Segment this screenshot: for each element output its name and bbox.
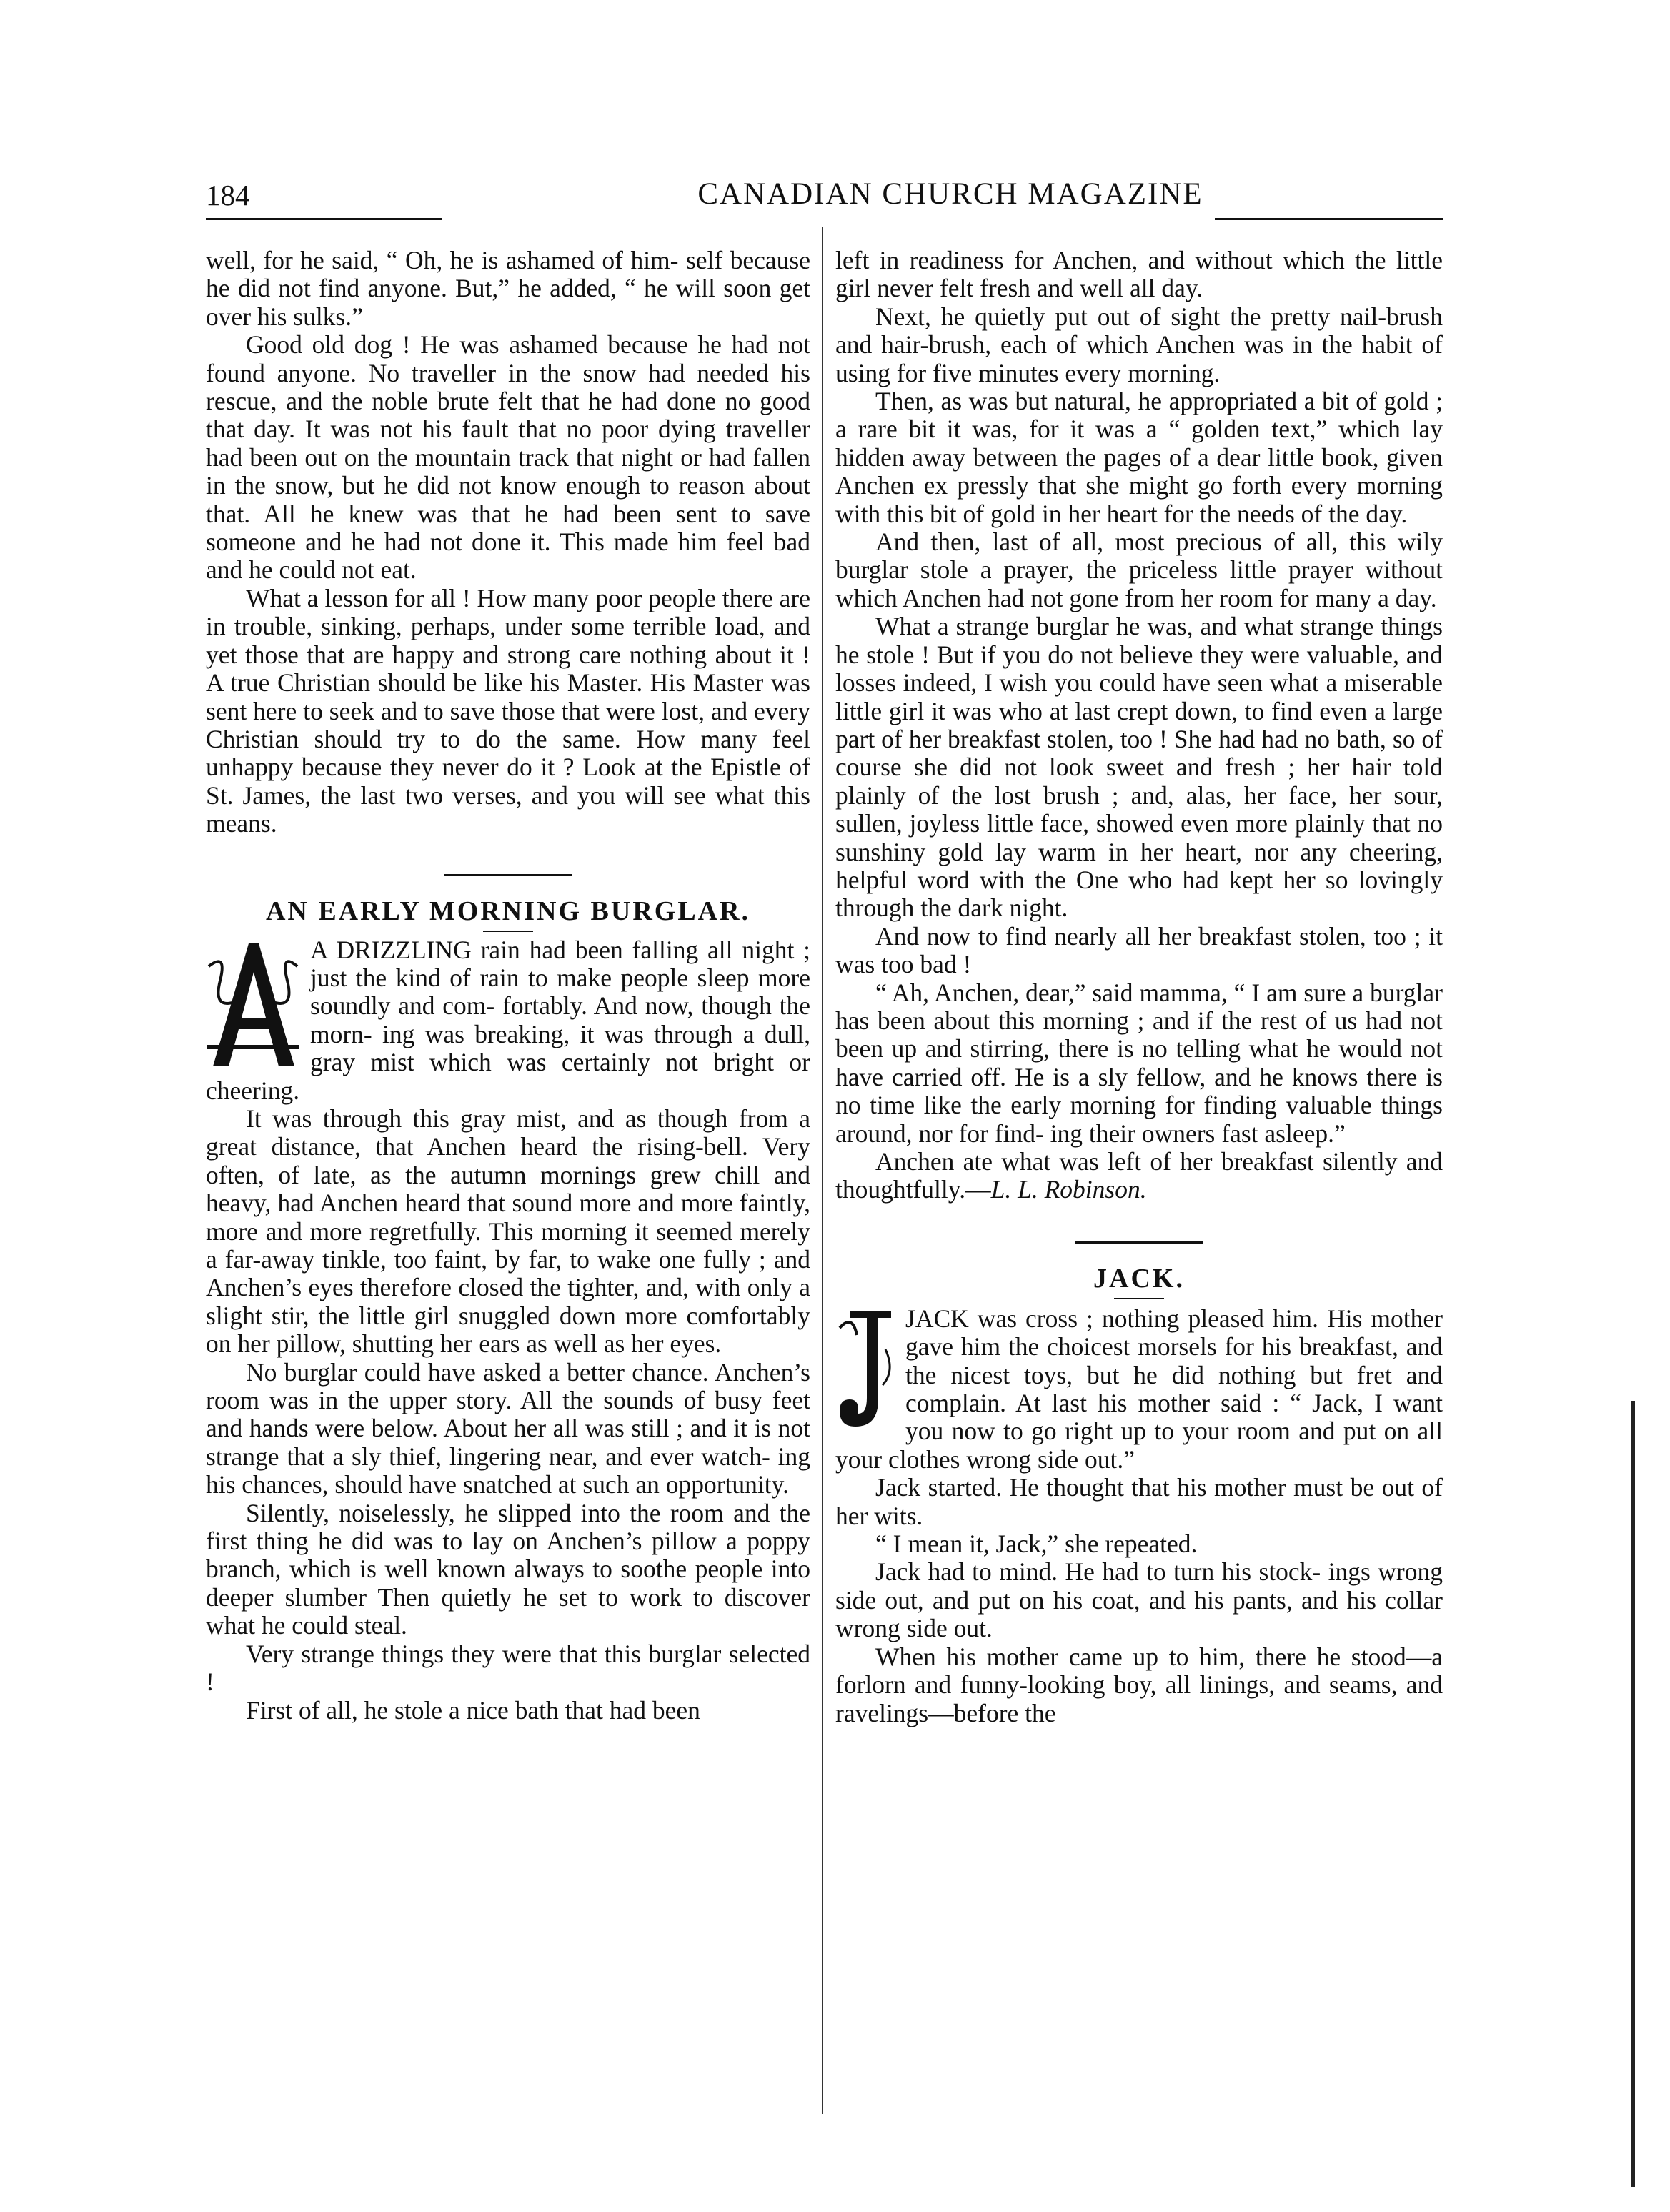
page-number: 184 [206,179,250,212]
paragraph-with-signature [835,1148,1443,1204]
paragraph: Very strange things they were that this burglar selected ! [206,1639,810,1697]
scan-edge-mark [1631,1401,1635,2187]
paragraph: When his mother came up to him, there he stood—a forlorn and funny-looking boy, all linings, and seams, and ravelings—before the [835,1642,1443,1727]
paragraph: And now to find nearly all her breakfast stolen, too ; it was too bad ! [835,921,1443,979]
paragraph: And then, last of all, most precious of all, this wily burglar stole a prayer, the priceless little prayer without which Anchen had not gone from her room for many a day. [835,527,1443,612]
section-title-burglar: AN EARLY MORNING BURGLAR. [265,896,751,926]
paragraph: What a lesson for all ! How many poor people there are in trouble, sinking, perhaps, under some terrible load, and yet those that are happy and strong care nothing about it ! A true Christian should be like his Master. His Master was sent here to seek and to save those that were lost, and every Christian should try to do the same. How many feel unhappy because they never do it ? Look at the Epistle of St. James, the last two verses, and you will see what this means. [206,583,810,838]
paragraph: It was through this gray mist, and as though from a great distance, that Anchen heard the rising-bell. Very often, of late, as the autumn mornings grew chill and heavy, had Anchen heard that sound more and more faintly, more and more regretfully. This morning it seemed merely a far-away tinkle, too faint, by far, to wake one fully ; and Anchen’s eyes therefore closed the tighter, and, with only a slight stir, the little girl snuggled down more comfortably on her pillow, shutting her ears as well as her eyes. [206,1103,810,1359]
paragraph: “ Ah, Anchen, dear,” said mamma, “ I am sure a burglar has been about this morning ; and if the rest of us had not been up and stirring, there is no telling what he would not have carried off. He is a sly fellow, and he knows there is no time like the early morning for finding valuable things around, nor for find- ing their owners fast asleep.” [835,978,1443,1148]
paragraph: Next, he quietly put out of sight the pretty nail-brush and hair-brush, each of which Anchen was in the habit of using for five minutes every morning. [835,302,1443,387]
column-divider [822,227,823,2114]
author-signature: L. L. Robinson. [990,1175,1147,1204]
paragraph: Silently, noiselessly, he slipped into the room and the first thing he did was to lay on Anchen’s pillow a poppy branch, which is well known always to soothe people into deeper slumber Then quietly he set to work to discover what he could steal. [206,1498,810,1640]
paragraph-dropcap: JACK was cross ; nothing pleased him. His mother gave him the choicest morsels for his breakfast, and the nicest toys, but he did nothing but fret and complain. At last his mother said : “ Jack, I want you now to go right up to your room and put on all your clothes wrong side out.” [835,1304,1443,1474]
right-column [835,247,1443,1727]
paragraph: Jack had to mind. He had to turn his stock- ings wrong side out, and put on his coat, and his pants, and his collar wrong side out. [835,1557,1443,1643]
paragraph-text: Anchen ate what was left of her breakfast silently and thoughtfully.— [835,1147,1443,1204]
header-rule-left [206,218,442,220]
paragraph: left in readiness for Anchen, and without which the little girl never felt fresh and well all day. [835,246,1443,303]
paragraph: well, for he said, “ Oh, he is ashamed of him- self because he did not find anyone. But,” he added, “ he will soon get over his sulks.” [206,246,810,331]
paragraph: “ I mean it, Jack,” she repeated. [875,1529,1198,1559]
paragraph: First of all, he stole a nice bath that had been [246,1695,700,1725]
running-head-title: CANADIAN CHURCH MAGAZINE [697,177,1203,211]
paragraph-dropcap: A DRIZZLING rain had been falling all night ; just the kind of rain to make people sleep more soundly and com- fortably. And now, though the morn- ing was breaking, it was through a dull, gray mist which was certainly not bright or cheering. [206,935,810,1105]
paragraph: What a strange burglar he was, and what strange things he stole ! But if you do not believe they were valuable, and losses indeed, I wish you could have seen what a miserable little girl it was who at last crept down, to find even a large part of her breakfast stolen, too ! She had had no bath, so of course she did not look sweet and fresh ; her hair told plainly of the lost brush ; and, alas, her face, her sour, sullen, joyless little face, showed even more plainly that no sunshiny gold lay warm in her heart, nor any cheering, helpful word with the One who had kept her so lovingly through the dark night. [835,612,1443,923]
section-title-jack: JACK. [1093,1263,1185,1294]
paragraph: Good old dog ! He was ashamed because he had not found anyone. No traveller in the snow had needed his rescue, and the noble brute felt that he had done no good that day. It was not his fault that no poor dying traveller had been out on the mountain track that night or had fallen in the snow, but he did not know enough to reason about that. All he knew was that he had been sent to save someone and he had not done it. This made him feel bad and he could not eat. [206,330,810,585]
paragraph: No burglar could have asked a better chance. Anchen’s room was in the upper story. All the sounds of busy feet and hands were below. About her all was still ; and it is not strange that a sly thief, lingering near, and ever watch- ing his chances, should have snatched at such an opportunity. [206,1357,810,1499]
left-column [206,247,810,1725]
paragraph: Jack started. He thought that his mother must be out of her wits. [835,1473,1443,1530]
header-rule-right [1215,218,1443,220]
ornamental-initial-j-icon [835,1306,895,1431]
ornamental-initial-a-icon [206,938,300,1069]
paragraph: Then, as was but natural, he appropriated a bit of gold ; a rare bit it was, for it was a “ golden text,” which lay hidden away between the pages of a dear little book, given Anchen ex pressly that she might go forth every morning with this bit of gold in her heart for the needs of the day. [835,387,1443,528]
